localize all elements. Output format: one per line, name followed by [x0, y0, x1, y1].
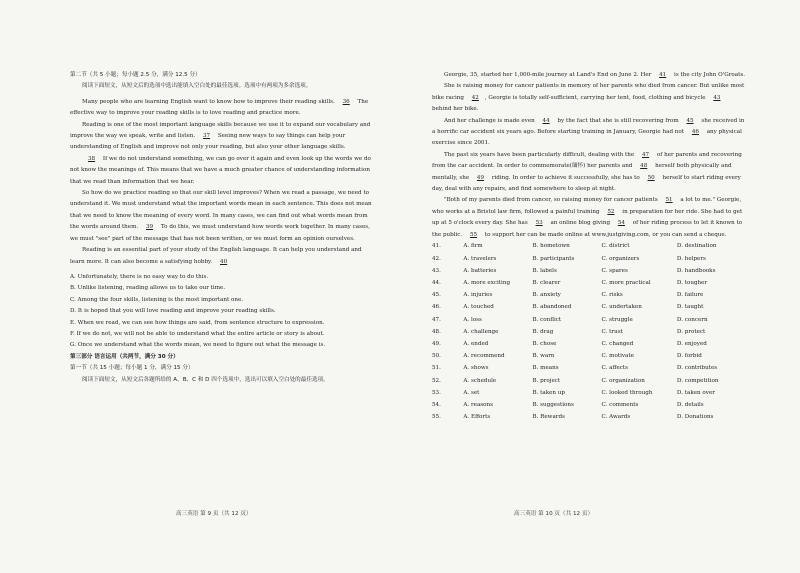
choice-option: C. struggle [601, 316, 633, 323]
choice-number: 49. [432, 340, 441, 347]
choice-option: B. chose [532, 340, 557, 347]
choice-number: 48. [432, 328, 441, 335]
option-f: F. If we do not, we will not be able to understand what the entire article or story is about. [70, 330, 325, 337]
choice-option: A. touched [463, 304, 494, 311]
right-footer: 高三英语 第 10 页（共 12 页） [514, 511, 594, 517]
option-e: E. When we read, we can see how things are said, from sentence structure to expression. [70, 319, 325, 326]
choice-number: 52. [432, 377, 441, 384]
blank-44: 44 [542, 117, 550, 124]
choice-option: A. travelers [463, 255, 497, 262]
blank-38: 38 [88, 155, 96, 162]
option-a: A. Unfortunately, there is no easy way to do this. [70, 273, 209, 280]
choice-option: B. Rewards [532, 414, 565, 421]
choice-option: C. organization [601, 377, 645, 384]
blank-36: 36 [342, 98, 350, 105]
choice-option: C. risks [601, 292, 623, 299]
choice-option: B. taken up [532, 389, 565, 396]
choice-option: A. more exciting [463, 280, 511, 287]
choice-option: C. undertaken [601, 304, 642, 311]
choice-option: A. loss [463, 316, 482, 323]
choice-row [432, 375, 746, 387]
choice-option: C. spares [601, 267, 628, 274]
choice-row [432, 387, 746, 399]
choice-row [432, 278, 746, 290]
choice-option: A. firm [463, 243, 483, 250]
choice-number: 55. [432, 414, 441, 421]
blank-48: 48 [640, 163, 648, 170]
choice-number: 42. [432, 255, 441, 262]
choice-number: 45. [432, 292, 441, 299]
choice-row [432, 412, 746, 424]
choice-option: B. means [532, 365, 559, 372]
blank-55: 55 [469, 231, 478, 238]
blank-53: 53 [535, 220, 543, 227]
choice-option: A. schedule [463, 377, 497, 384]
blank-47: 47 [642, 151, 650, 158]
blank-54: 54 [617, 220, 625, 227]
choice-number: 51. [432, 365, 441, 372]
choice-number: 54. [432, 401, 441, 408]
choice-option: D. handbooks [676, 267, 716, 274]
cloze-paragraph-4: The past six years have been particularly difficult, dealing with the 47 of her parents and recovering from the car accident. In order to commemorate(缅怀) her parents and 48 herself both physically and mentally, she 49 riding. In order to achieve it successfully, she has to 50 herself to start riding every day, deal with any repairs, and find somewhere to sleep at night. [432, 151, 742, 193]
choice-option: A. recommend [463, 353, 505, 360]
option-list [70, 272, 376, 352]
choice-row [432, 290, 746, 302]
part3-heading: 第三部分 语言运用（共两节，满分 30 分） [70, 353, 179, 360]
blank-49: 49 [476, 174, 485, 181]
choice-option: C. organizers [601, 255, 640, 262]
choice-option: C. affects [601, 365, 629, 372]
choice-option: A. ended [463, 340, 489, 347]
cloze-paragraph-2: She is raising money for cancer patients in memory of her parents who died from cancer. But unlike most bike racing 42 , Georgie is totally self-sufficient, carrying her tent, food, clothing and bicycle 43 behind her bike. [432, 83, 745, 113]
choice-option: D. enjoyed [676, 340, 707, 347]
left-page [70, 70, 376, 386]
choice-option: C. more practical [601, 280, 651, 287]
choice-option: D. competition [676, 377, 719, 384]
choice-option: C. trust [601, 328, 623, 335]
choice-option: C. district [601, 243, 630, 250]
choice-option: A. shows [463, 365, 489, 372]
option-c: C. Among the four skills, listening is the most important one. [70, 296, 244, 303]
choice-option: D. destination [676, 243, 717, 250]
choice-option: B. clearer [532, 280, 561, 287]
choice-option: A. injuries [463, 292, 493, 299]
choice-option: C. looked through [601, 389, 653, 396]
choice-option: B. hometown [532, 243, 570, 250]
choice-option: A. set [463, 389, 480, 396]
choice-row [432, 363, 746, 375]
choice-row [432, 351, 746, 363]
choice-number: 47. [432, 316, 441, 323]
paragraph-2: Reading is one of the most important language skills because we use it to expand our vocabulary and improve the way we speak, write and listen. 37 Seeing new ways to say things can help your understanding of English and improve not only your reading, but also your other language skills. [70, 121, 371, 151]
choice-option: D. protect [676, 328, 706, 335]
choice-option: B. abandoned [532, 304, 572, 311]
choice-option: D. details [676, 401, 704, 408]
choice-row [432, 302, 746, 314]
part3-subheading: 第一节（共 15 小题；每小题 1 分，满分 15 分） [70, 365, 194, 372]
part3-instruction: 阅读下面短文，从短文后各题所给的 A、B、C 和 D 四个选项中，选出可以填入空白处的最佳选项。 [82, 376, 329, 383]
choice-option: D. failure [676, 292, 704, 299]
blank-52: 52 [607, 208, 615, 215]
blank-41: 41 [659, 72, 667, 78]
cloze-paragraph-3: And her challenge is made even 44 by the fact that she is still recovering from 45 she received in a horrific car accident six years ago. Before starting training in January, Georgie had not 46 any physical exercise since 2001. [432, 117, 745, 147]
option-d: D. It is hoped that you will love reading and improve your reading skills. [70, 308, 276, 315]
option-g: G. Once we understand what the words mean, we need to figure out what the message is. [70, 342, 326, 349]
option-b: B. Unlike listening, reading allows us to take our time. [70, 285, 226, 292]
paragraph-5: Reading is an essential part of your study of the English language. It can help you understand and learn more. It can also become a satisfying hobby. 40 [70, 247, 362, 265]
choice-number: 50. [432, 353, 441, 360]
section2-instruction: 阅读下面短文，从短文后的选项中选出能填入空白处的最佳选项。选项中有两项为多余选项。 [82, 83, 312, 90]
choice-option: A. reasons [463, 401, 494, 408]
blank-43: 43 [713, 94, 721, 101]
paragraph-1: Many people who are learning English want to know how to improve their reading skills. 36 The effective way to improve your reading skills is to love reading and practice more. [70, 98, 369, 117]
choice-option: C. changed [601, 340, 634, 347]
choice-row [432, 339, 746, 351]
choice-option: A. challenge [463, 328, 499, 335]
choice-option: D. concern [676, 316, 708, 323]
choice-option: D. tougher [676, 280, 708, 287]
cloze-paragraph-5: "Both of my parents died from cancer, so raising money for cancer patients 51 a lot to me." Georgie, who works at a Bristol law firm, followed a painful training 52 in preparation for her ride. She had to get up at 5 o'clock every day. She has 53 an online blog giving 54 of her riding process to let it known to the public. 55 to support her can be made online at www.justgiving.com, or you can send a cheque. [432, 197, 743, 238]
choice-option: D. forbid [676, 353, 702, 360]
choice-option: D. contributes [676, 365, 718, 372]
choice-option: B. suggestions [532, 401, 574, 408]
paragraph-4: So how do we practice reading so that our skill level improves? When we read a passage, we need to understand it. We must understand what the important words mean in each sentence. This does not mean that we need to know the meaning of every word. In many cases, we can find out what words mean from the words around them. 39 To do this, we must understand how words work together. In many cases, we must "see" part of the message that has not been written, or we must form an opinion ourselves. [70, 190, 372, 242]
blank-45: 45 [686, 117, 694, 124]
choice-option: C. comments [601, 401, 639, 408]
right-page [432, 70, 746, 424]
choice-number: 41. [432, 243, 441, 250]
choice-number: 44. [432, 280, 441, 287]
choice-option: C. motivate [601, 353, 634, 360]
blank-37: 37 [202, 133, 211, 140]
choice-option: B. anxiety [532, 292, 561, 299]
choice-option: B. drag [532, 328, 554, 335]
choice-option: B. labels [532, 267, 557, 274]
choice-number: 53. [432, 389, 441, 396]
blank-40: 40 [220, 258, 228, 265]
choice-row [432, 400, 746, 412]
choice-option: B. participants [532, 255, 575, 262]
choice-option: D. taken over [676, 389, 715, 396]
choice-row [432, 326, 746, 338]
blank-51: 51 [665, 197, 673, 204]
choice-option: A. Efforts [463, 414, 491, 421]
left-footer: 高三英语 第 9 页（共 12 页） [176, 511, 252, 517]
blank-46: 46 [691, 129, 699, 136]
cloze-paragraph-1: Georgie, 35, started her 1,000-mile journey at Land's End on June 2. Her 41 is the city John O'Groats. [444, 72, 745, 78]
choice-row [432, 314, 746, 326]
blank-42: 42 [471, 94, 479, 101]
choices-table [432, 241, 746, 424]
choice-row [432, 253, 746, 265]
choice-option: A. batteries [463, 267, 497, 274]
choice-number: 43. [432, 267, 441, 274]
choice-option: B. warn [532, 353, 555, 360]
choice-row [432, 265, 746, 277]
paragraph-3: 38 If we do not understand something, we can go over it again and even look up the words we do not know the meanings of. This means that we have a much greater chance of understanding information that we read than information that we hear. [70, 155, 371, 185]
choice-option: D. Donations [676, 414, 714, 421]
choice-option: C. Awards [601, 414, 631, 421]
section2-heading: 第二节（共 5 小题；每小题 2.5 分，满分 12.5 分） [70, 72, 201, 78]
blank-39: 39 [145, 224, 154, 231]
choice-option: B. conflict [532, 316, 562, 323]
choice-row [432, 241, 746, 253]
choice-option: B. project [532, 377, 561, 384]
blank-50: 50 [647, 174, 655, 181]
choice-option: D. taught [676, 304, 704, 311]
choice-option: D. helpers [676, 255, 706, 262]
choice-number: 46. [432, 304, 441, 311]
